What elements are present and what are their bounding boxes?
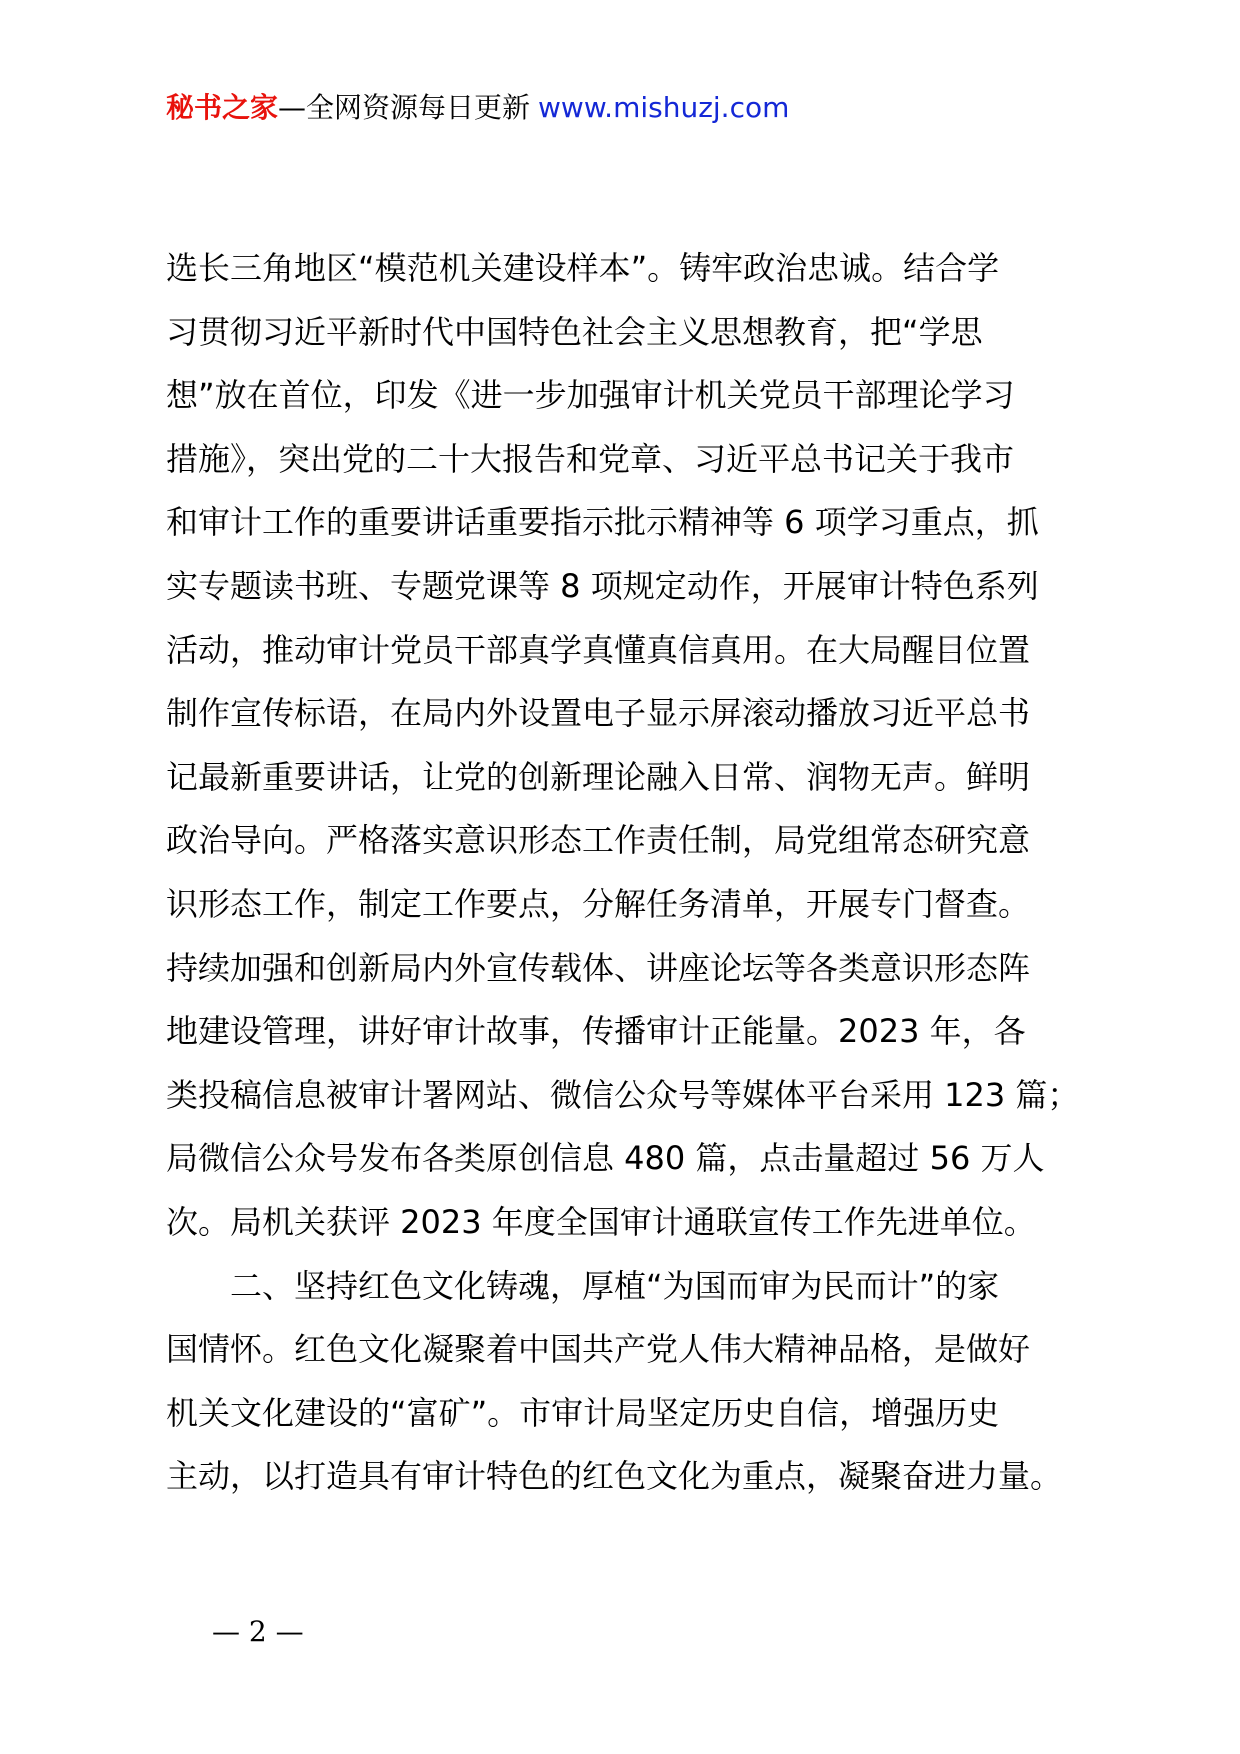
body-line: 活动，推动审计党员干部真学真懂真信真用。在大局醒目位置	[166, 630, 1031, 669]
body-line: 次。局机关获评 2023 年度全国审计通联宣传工作先进单位。	[166, 1202, 1036, 1241]
body-line: 地建设管理，讲好审计故事，传播审计正能量。2023 年，各	[166, 1012, 1026, 1051]
body-line: 和审计工作的重要讲话重要指示批示精神等 6 项学习重点，抓	[166, 503, 1039, 542]
body-line: 机关文化建设的“富矿”。市审计局坚定历史自信，增强历史	[166, 1393, 1000, 1432]
body-line: 选长三角地区“模范机关建设样本”。铸牢政治忠诚。结合学	[166, 249, 1000, 287]
body-line: 政治导向。严格落实意识形态工作责任制，局党组常态研究意	[166, 821, 1031, 860]
body-line: 想”放在首位，印发《进一步加强审计机关党员干部理论学习	[166, 376, 1015, 415]
body-line: 制作宣传标语，在局内外设置电子显示屏滚动播放习近平总书	[166, 694, 1031, 733]
body-line: 主动，以打造具有审计特色的红色文化为重点，凝聚奋进力量。	[166, 1457, 1063, 1496]
body-line: 习贯彻习近平新时代中国特色社会主义思想教育，把“学思	[166, 312, 983, 351]
site-header	[166, 88, 789, 128]
body-line: 国情怀。红色文化凝聚着中国共产党人伟大精神品格，是做好	[166, 1330, 1031, 1369]
body-line: 措施》，突出党的二十大报告和党章、习近平总书记关于我市	[166, 439, 1015, 478]
header-tagline: —全网资源每日更新	[278, 91, 531, 124]
site-url-link[interactable]: www.mishuzj.com	[538, 91, 790, 124]
brand-name: 秘书之家	[166, 91, 279, 124]
page-number: — 2 —	[212, 1615, 304, 1648]
body-line: 局微信公众号发布各类原创信息 480 篇，点击量超过 56 万人	[166, 1139, 1045, 1178]
body-line: 类投稿信息被审计署网站、微信公众号等媒体平台采用 123 篇；	[166, 1075, 1080, 1114]
body-line: 持续加强和创新局内外宣传载体、讲座论坛等各类意识形态阵	[166, 948, 1031, 987]
document-body	[166, 237, 1126, 1509]
section-heading-line: 二、坚持红色文化铸魂，厚植“为国而审为民而计”的家	[230, 1266, 1000, 1305]
body-line: 识形态工作，制定工作要点，分解任务清单，开展专门督查。	[166, 884, 1031, 923]
body-line: 记最新重要讲话，让党的创新理论融入日常、润物无声。鲜明	[166, 757, 1031, 796]
body-line: 实专题读书班、专题党课等 8 项规定动作，开展审计特色系列	[166, 566, 1039, 605]
